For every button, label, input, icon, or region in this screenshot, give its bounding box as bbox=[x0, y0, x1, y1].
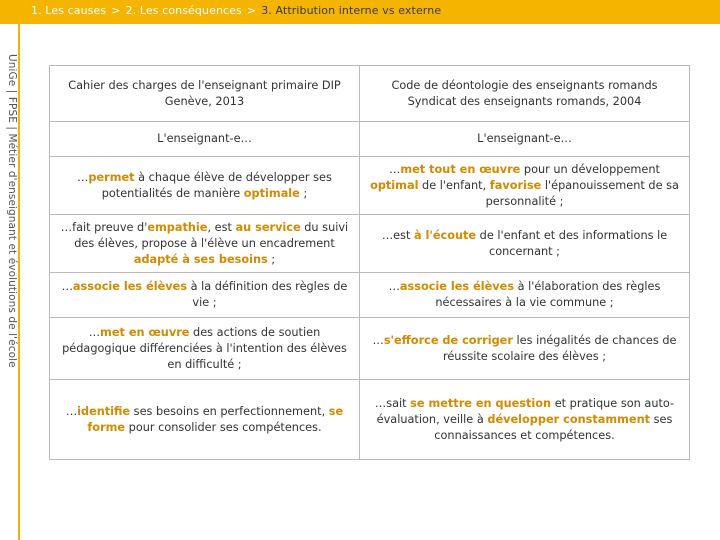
highlighted-phrase: identifie bbox=[77, 404, 131, 418]
highlighted-phrase: associe les élèves bbox=[399, 280, 515, 293]
highlighted-phrase: au service bbox=[235, 220, 301, 234]
breadcrumb-item-consequences[interactable]: 2. Les conséquences bbox=[125, 4, 242, 17]
highlighted-phrase: développer constamment bbox=[487, 412, 651, 426]
breadcrumb-item-causes[interactable]: 1. Les causes bbox=[31, 4, 107, 17]
table-cell: …permet à chaque élève de développer ses potentialités de manière optimale ; bbox=[50, 157, 360, 215]
highlighted-phrase: met tout en œuvre bbox=[400, 162, 521, 176]
highlighted-phrase: adapté à ses besoins bbox=[133, 252, 268, 266]
table-cell: …est à l'écoute de l'enfant et des informations le concernant ; bbox=[360, 215, 690, 273]
breadcrumb-separator: > bbox=[246, 4, 257, 17]
breadcrumb bbox=[31, 4, 441, 17]
breadcrumb-item-current: 3. Attribution interne vs externe bbox=[261, 4, 442, 17]
highlighted-phrase: empathie bbox=[147, 220, 208, 234]
comparison-table bbox=[49, 65, 690, 460]
highlighted-phrase: associe les élèves bbox=[72, 280, 188, 293]
table-cell: …sait se mettre en question et pratique son auto-évaluation, veille à développer constamment ses connaissances et compétences. bbox=[360, 380, 690, 460]
table-cell: …s'efforce de corriger les inégalités de chances de réussite scolaire des élèves ; bbox=[360, 318, 690, 380]
table-header-row bbox=[50, 66, 690, 122]
table-cell: L'enseignant-e… bbox=[360, 122, 690, 157]
highlighted-phrase: à l'écoute bbox=[413, 228, 477, 242]
highlighted-phrase: permet bbox=[88, 170, 135, 184]
top-bar bbox=[0, 0, 720, 24]
table-row bbox=[50, 122, 690, 157]
table-cell: …fait preuve d'empathie, est au service du suivi des élèves, propose à l'élève un encadrement adapté à ses besoins ; bbox=[50, 215, 360, 273]
sidebar bbox=[0, 24, 20, 540]
table-row bbox=[50, 318, 690, 380]
highlighted-phrase: se mettre en question bbox=[410, 396, 552, 410]
highlighted-phrase: optimale bbox=[243, 186, 300, 200]
breadcrumb-separator: > bbox=[111, 4, 121, 17]
sidebar-label: UniGe | FPSE | Métier d'enseignant et évolutions de l'école bbox=[6, 54, 18, 368]
highlighted-phrase: s'efforce de corriger bbox=[383, 333, 513, 347]
table-row bbox=[50, 380, 690, 460]
table-header-cell: Code de déontologie des enseignants romands Syndicat des enseignants romands, 2004 bbox=[360, 66, 690, 122]
table-row bbox=[50, 157, 690, 215]
table-cell: …identifie ses besoins en perfectionnement, se forme pour consolider ses compétences. bbox=[50, 380, 360, 460]
highlighted-phrase: met en œuvre bbox=[100, 325, 190, 339]
table-cell: …associe les élèves à la définition des règles de vie ; bbox=[50, 273, 360, 318]
highlighted-phrase: optimal bbox=[370, 178, 419, 192]
table-cell: L'enseignant-e… bbox=[50, 122, 360, 157]
table-cell: …associe les élèves à l'élaboration des règles nécessaires à la vie commune ; bbox=[360, 273, 690, 318]
table-cell: …met tout en œuvre pour un développement optimal de l'enfant, favorise l'épanouissement de sa personnalité ; bbox=[360, 157, 690, 215]
highlighted-phrase: se forme bbox=[87, 404, 344, 434]
table-row bbox=[50, 215, 690, 273]
table-cell: …met en œuvre des actions de soutien pédagogique différenciées à l'intention des élèves en difficulté ; bbox=[50, 318, 360, 380]
table-row bbox=[50, 273, 690, 318]
table-header-cell: Cahier des charges de l'enseignant primaire DIP Genève, 2013 bbox=[50, 66, 360, 122]
highlighted-phrase: favorise bbox=[489, 178, 542, 192]
